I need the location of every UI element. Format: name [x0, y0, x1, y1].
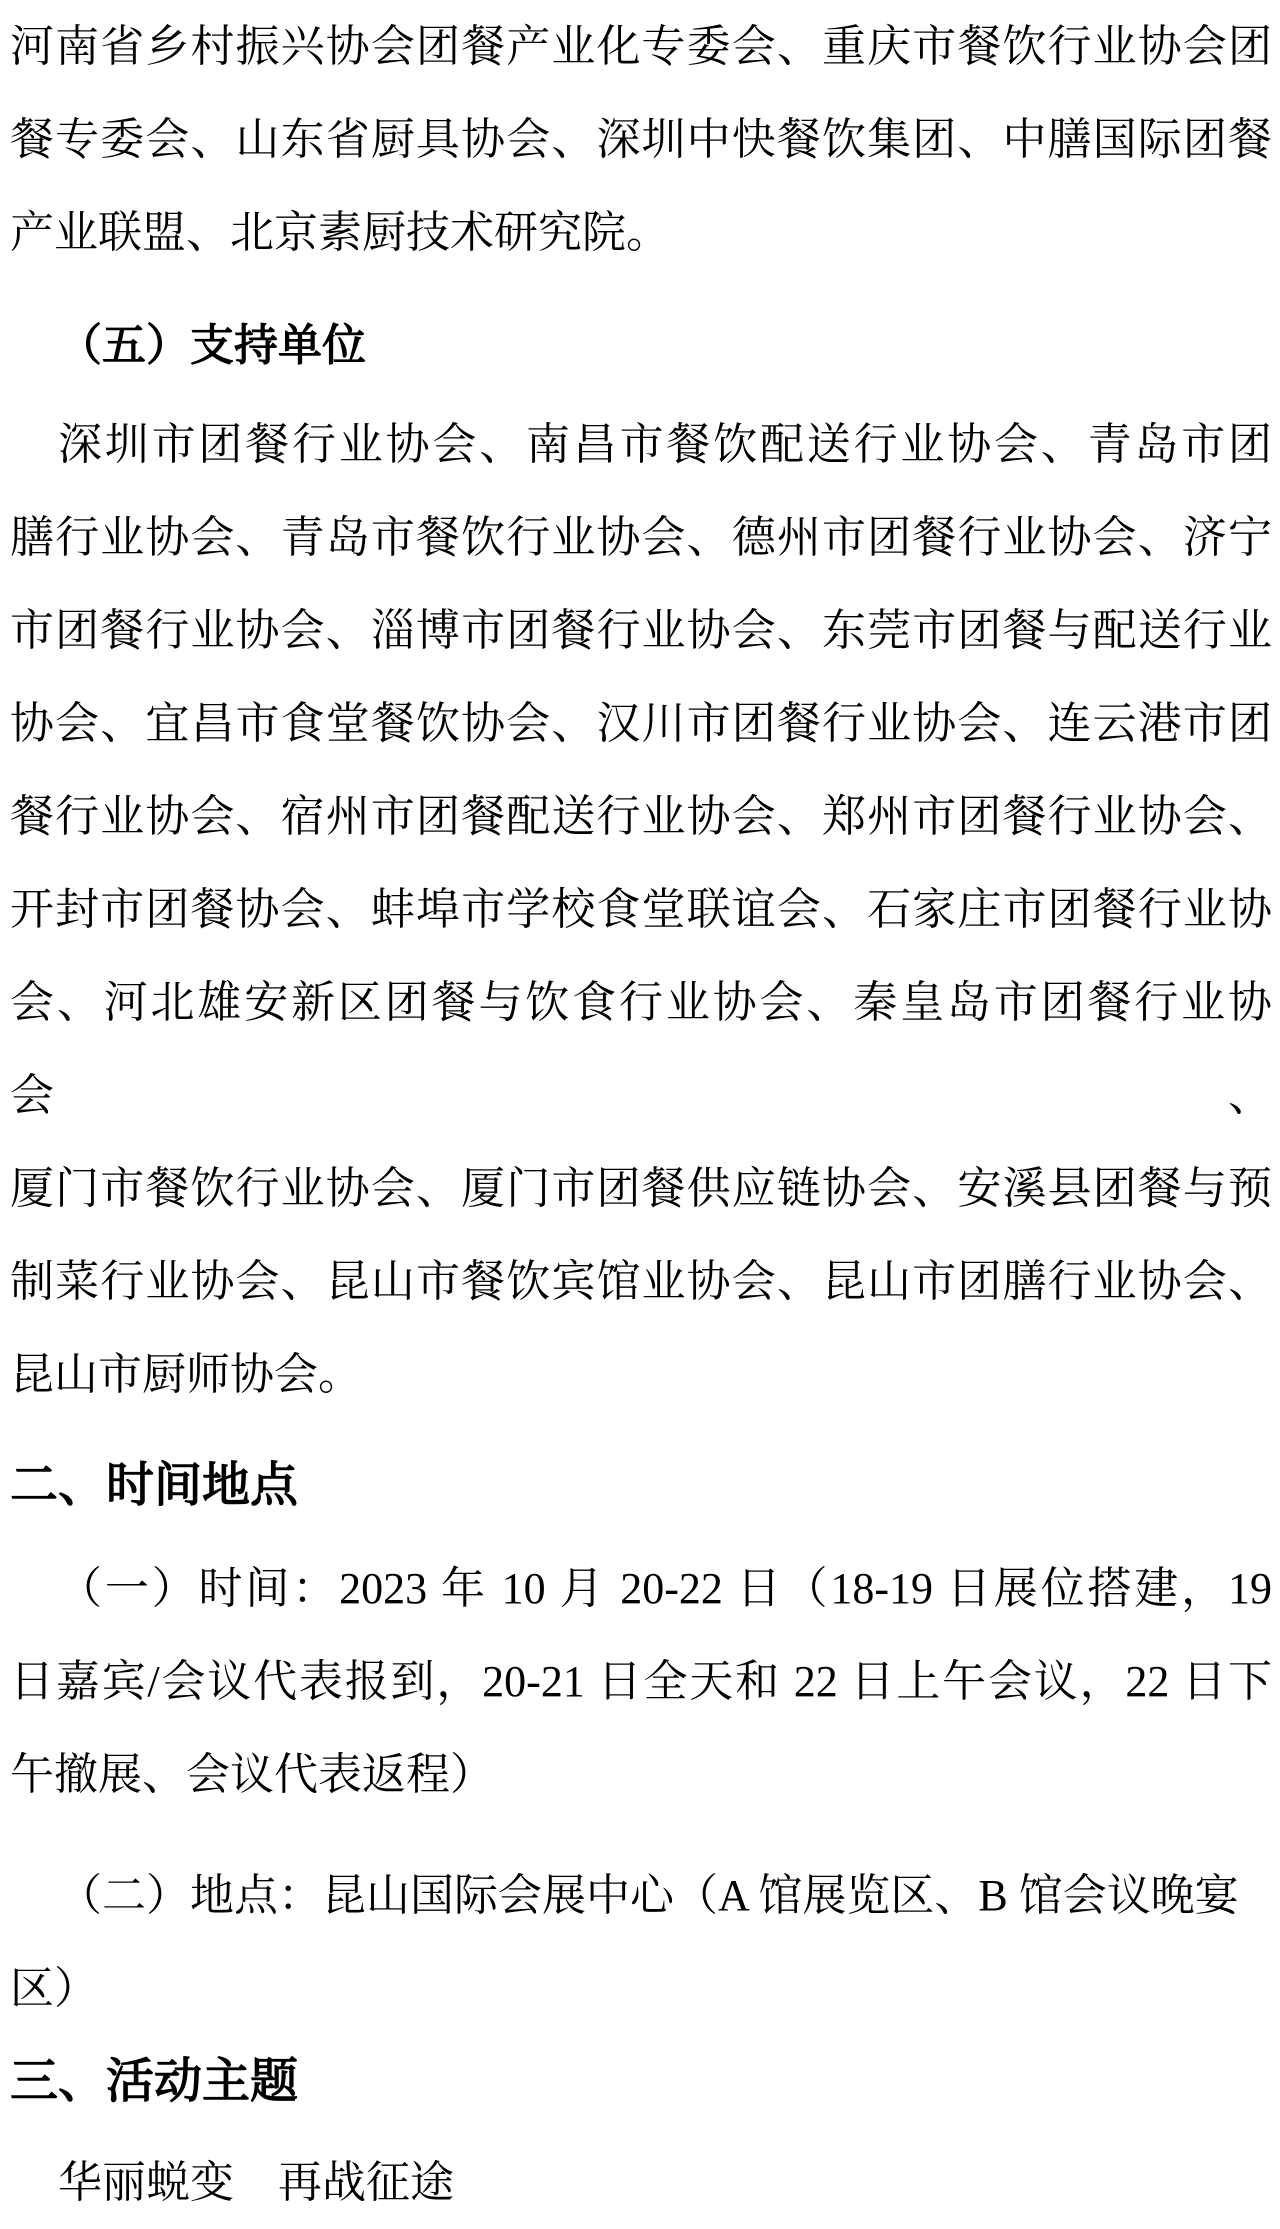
- text-line: 昆山市厨师协会。: [10, 1350, 362, 1399]
- text-line: 产业联盟、北京素厨技术研究院。: [10, 208, 670, 257]
- text-line: 开封市团餐协会、蚌埠市学校食堂联谊会、石家庄市团餐行业协: [10, 885, 1272, 934]
- text-line: 深圳市团餐行业协会、南昌市餐饮配送行业协会、青岛市团: [58, 420, 1272, 469]
- text-line: 华丽蜕变 再战征途: [58, 2158, 454, 2207]
- text-line: （五）支持单位: [58, 321, 366, 370]
- text-line: 餐行业协会、宿州市团餐配送行业协会、郑州市团餐行业协会、: [10, 792, 1272, 841]
- paragraph: [10, 2136, 1272, 2229]
- text-line: 二、时间地点: [10, 1459, 299, 1512]
- text-line: （二）地点：昆山国际会展中心（A 馆展览区、B 馆会议晚宴区）: [10, 1871, 1239, 2013]
- paragraph: [10, 398, 1272, 1421]
- text-line: 制菜行业协会、昆山市餐饮宾馆业协会、昆山市团膳行业协会、: [10, 1257, 1272, 1306]
- text-line: 日嘉宾/会议代表报到，20-21 日全天和 22 日上午会议，22 日下: [10, 1657, 1272, 1706]
- paragraph: [10, 0, 1272, 279]
- text-line: 厦门市餐饮行业协会、厦门市团餐供应链协会、安溪县团餐与预: [10, 1164, 1272, 1213]
- text-line: （一）时间：2023 年 10 月 20-22 日（18-19 日展位搭建，19: [58, 1564, 1272, 1613]
- text-line: 午撤展、会议代表返程）: [10, 1750, 494, 1799]
- paragraph: [10, 1849, 1272, 2035]
- text-line: 河南省乡村振兴协会团餐产业化专委会、重庆市餐饮行业协会团: [10, 22, 1272, 71]
- section-heading: [10, 299, 1272, 392]
- section-heading: [10, 1439, 1272, 1532]
- text-line: 协会、宜昌市食堂餐饮协会、汉川市团餐行业协会、连云港市团: [10, 699, 1272, 748]
- text-line: 会、河北雄安新区团餐与饮食行业协会、秦皇岛市团餐行业协会、: [10, 978, 1272, 1120]
- text-line: 膳行业协会、青岛市餐饮行业协会、德州市团餐行业协会、济宁: [10, 513, 1272, 562]
- text-line: 餐专委会、山东省厨具协会、深圳中快餐饮集团、中膳国际团餐: [10, 115, 1272, 164]
- text-line: 市团餐行业协会、淄博市团餐行业协会、东莞市团餐与配送行业: [10, 606, 1272, 655]
- section-heading: [10, 2035, 1272, 2128]
- text-line: 三、活动主题: [10, 2055, 299, 2108]
- paragraph: [10, 1542, 1272, 1821]
